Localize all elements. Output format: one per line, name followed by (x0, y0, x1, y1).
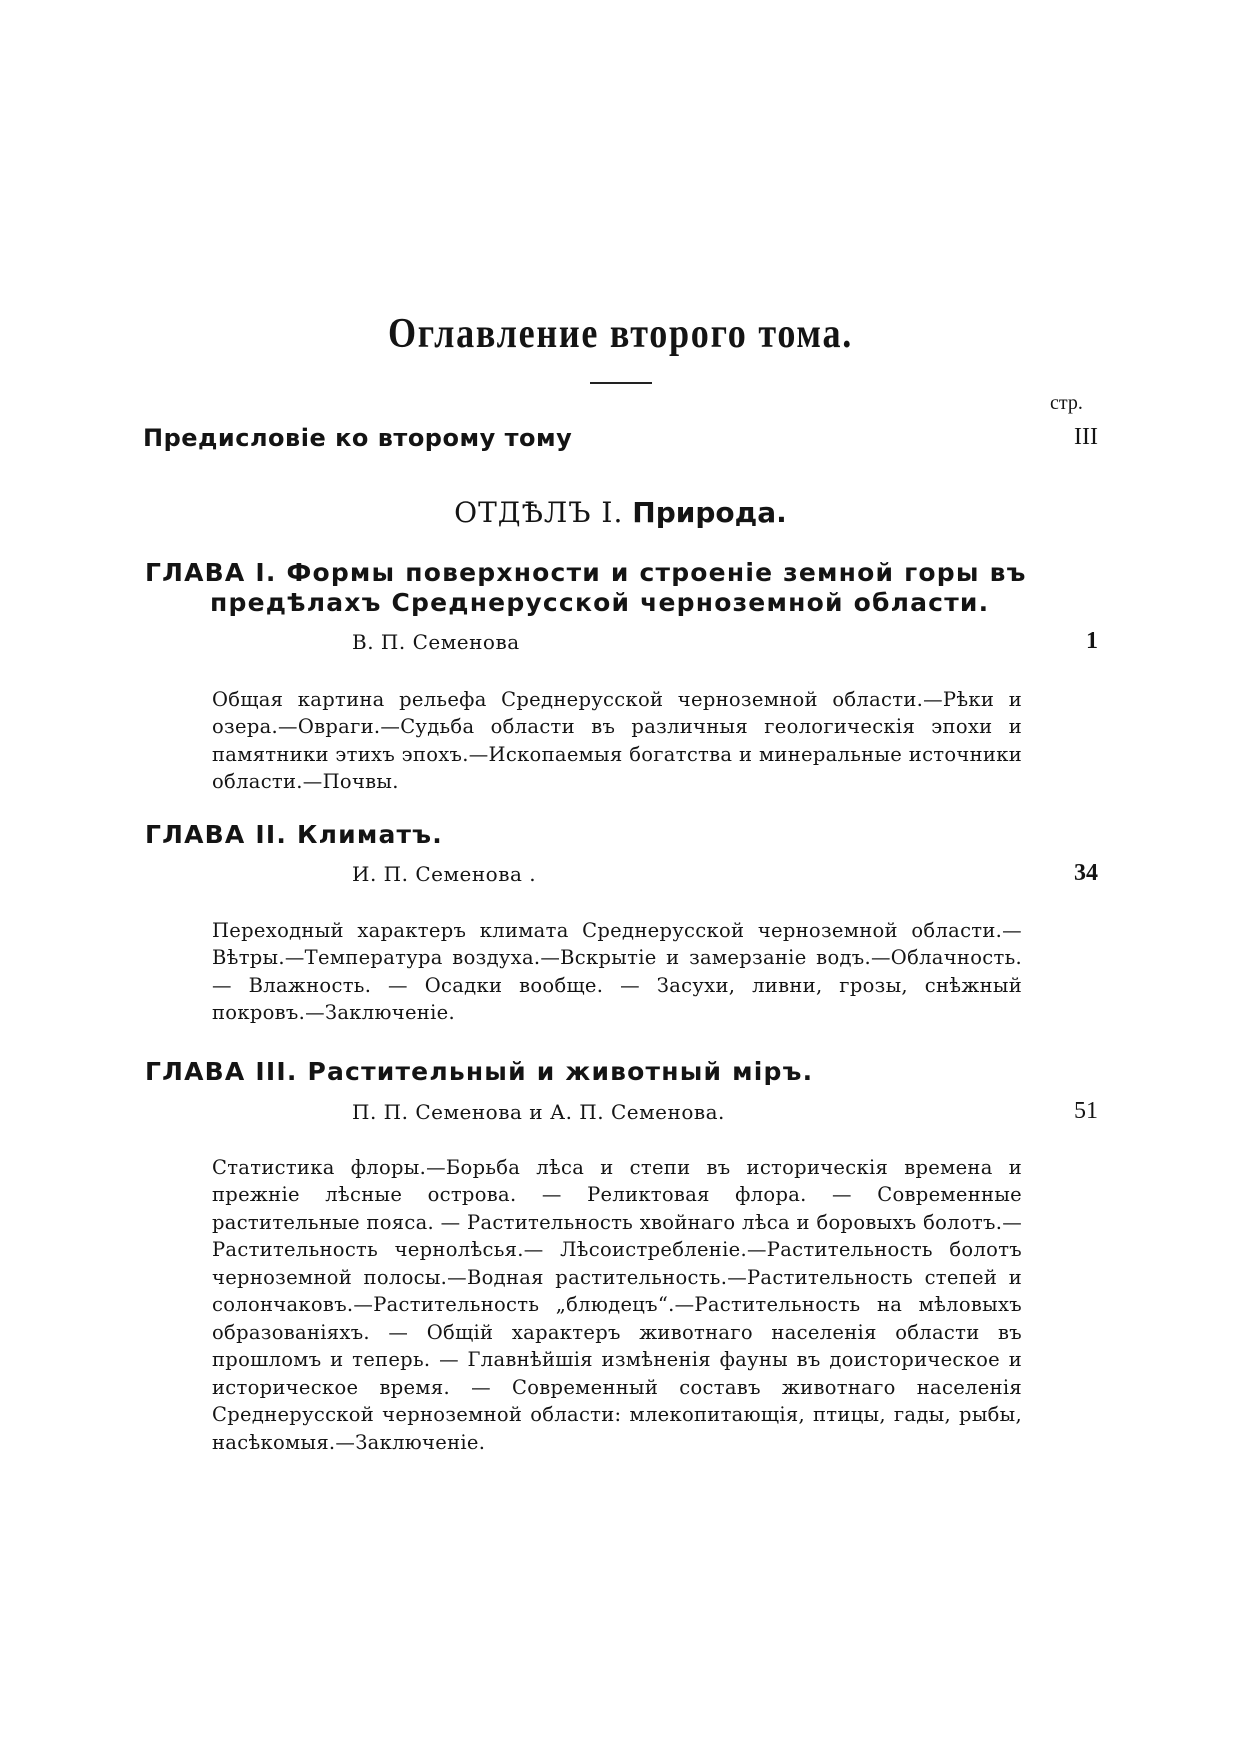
chapter-1-heading: ГЛАВА I. Формы поверхности и строеніе земной горы въ (145, 558, 1027, 587)
chapter-2-author: И. П. Семенова . (352, 862, 537, 886)
page-title: Оглавление второго тома. (387, 311, 854, 357)
chapter-2-summary: Переходный характеръ климата Среднерусской черноземной области.—Вѣтры.—Температура воздуха.—Вскрытіе и замерзаніе водъ.—Облачность. — Влажность. — Осадки вообще. — Засухи, ливни, грозы, снѣжный покровъ.—Заключеніе. (212, 918, 1022, 1024)
section-prefix: ОТДѢЛЪ I. (454, 496, 624, 529)
chapter-1-heading-cont: предѣлахъ Среднерусской черноземной области. (210, 588, 990, 617)
title-divider (590, 382, 652, 384)
chapter-2-heading: ГЛАВА II. Климатъ. (145, 820, 443, 849)
chapter-1-summary: Общая картина рельефа Среднерусской черноземной области.—Рѣки и озера.—Овраги.—Судьба области въ различныя геологическія эпохи и памятники этихъ эпохъ.—Ископаемыя богатства и минеральные источники области.—Почвы. (212, 687, 1022, 793)
section-heading (0, 496, 1241, 529)
preface-entry: Предисловіе ко второму тому (143, 424, 573, 452)
chapter-1-author: В. П. Семенова (352, 630, 520, 654)
preface-page-number: III (1074, 424, 1098, 450)
chapter-1-page-number: 1 (1086, 628, 1098, 654)
chapter-2-page-number: 34 (1074, 860, 1098, 886)
page-column-label: стр. (1050, 392, 1083, 414)
section-name: Природа. (632, 496, 787, 529)
chapter-3-summary: Статистика флоры.—Борьба лѣса и степи въ историческія времена и прежніе лѣсные острова. — Реликтовая флора. — Современные растительные пояса. — Растительность хвойнаго лѣса и боровыхъ болотъ.— Растительность чернолѣсья.— Лѣсоистребленіе.—Растительность болотъ черноземной полосы.—Водная растительность.—Растительность степей и солончаковъ.—Растительность „блюдецъ“.—Растительность на мѣловыхъ образованіяхъ. — Общій характеръ животнаго населенія области въ прошломъ и теперь. — Главнѣйшія измѣненія фауны въ доисторическое и историческое время. — Современный составъ животнаго населенія Среднерусской черноземной области: млекопитающія, птицы, гады, рыбы, насѣкомыя.—Заключеніе. (212, 1155, 1022, 1454)
chapter-3-page-number: 51 (1074, 1098, 1098, 1124)
chapter-3-heading: ГЛАВА III. Растительный и животный міръ. (145, 1057, 814, 1086)
chapter-3-author: П. П. Семенова и А. П. Семенова. (352, 1100, 725, 1124)
